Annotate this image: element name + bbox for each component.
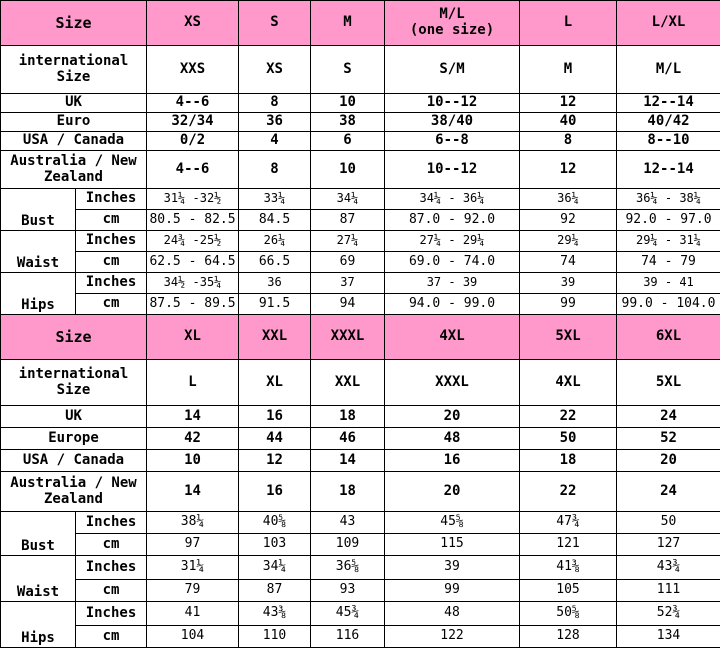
table-cell: 109 [311,534,385,556]
table-cell: 52 [617,428,720,450]
table2-header-6xl: 6XL [617,315,720,360]
table-cell: 91.5 [239,294,311,315]
table-cell: 8--10 [617,132,720,151]
table1-row-hips-cm [1,294,720,315]
table-cell: 18 [311,472,385,512]
table-cell: 12--14 [617,94,720,113]
table-cell: M [520,46,617,94]
table-cell: 87.5 - 89.5 [147,294,239,315]
table-cell: 42 [147,428,239,450]
label-line: Australia / New [10,475,136,491]
table2-row-waist-cm [1,580,720,602]
table-cell: 52¾ [617,602,720,626]
table1-label-hips: Hips [1,273,76,315]
unit-label-cm: cm [76,210,147,231]
table-cell: 27¼ [311,231,385,252]
table-cell: 29¼ - 31¼ [617,231,720,252]
table-cell: 0/2 [147,132,239,151]
unit-label-cm: cm [76,534,147,556]
table-cell: 36⅝ [311,556,385,580]
table-cell: 38¼ [147,512,239,534]
table-cell: 40⅝ [239,512,311,534]
table2-row-europe [1,428,720,450]
table2-header-xxxl: XXXL [311,315,385,360]
table-cell: 22 [520,406,617,428]
table1-label-australia [1,151,147,189]
table-cell: 5XL [617,360,720,406]
table-cell: 16 [239,406,311,428]
table1-row-uk [1,94,720,113]
table-cell: S [311,46,385,94]
table-cell: 50 [520,428,617,450]
table-cell: 36 [239,113,311,132]
table-cell: 14 [147,406,239,428]
table2-row-international [1,360,720,406]
table-cell: 4XL [520,360,617,406]
table1-header-row [1,1,720,46]
table-cell: 10--12 [385,94,520,113]
table1-header-size: Size [1,1,147,46]
unit-label-cm: cm [76,252,147,273]
table-cell: 62.5 - 64.5 [147,252,239,273]
table2-row-hips-cm [1,626,720,648]
table-cell: 80.5 - 82.5 [147,210,239,231]
table1-label-euro: Euro [1,113,147,132]
table-cell: 111 [617,580,720,602]
table-cell: 93 [311,580,385,602]
table-cell: M/L [617,46,720,94]
table-cell: 18 [311,406,385,428]
table1-label-waist: Waist [1,231,76,273]
table-cell: XS [239,46,311,94]
table-cell: 43⅜ [239,602,311,626]
table1-header-xs: XS [147,1,239,46]
table1-header-m: M [311,1,385,46]
table-cell: 105 [520,580,617,602]
unit-label-inches: Inches [76,273,147,294]
table-cell: 22 [520,472,617,512]
table1-header-lxl: L/XL [617,1,720,46]
table-cell: 39 [520,273,617,294]
table-cell: 87 [311,210,385,231]
table-cell: 66.5 [239,252,311,273]
table-cell: 37 [311,273,385,294]
table-cell: 10 [311,94,385,113]
table-cell: 99 [385,580,520,602]
table-cell: 40 [520,113,617,132]
table1-row-bust-cm [1,210,720,231]
table1-label-usa: USA / Canada [1,132,147,151]
table-cell: 48 [385,602,520,626]
table-cell: 38 [311,113,385,132]
table-cell: 14 [147,472,239,512]
table1-row-waist-inches [1,231,720,252]
table2-label-uk: UK [1,406,147,428]
table-cell: 94 [311,294,385,315]
table-cell: 47¾ [520,512,617,534]
unit-label-inches: Inches [76,602,147,626]
table-cell: 122 [385,626,520,648]
table-cell: 36 [239,273,311,294]
label-line: international [19,366,129,382]
table-cell: 27¼ - 29¼ [385,231,520,252]
table-cell: 12 [239,450,311,472]
table-cell: XXL [311,360,385,406]
table-cell: XXXL [385,360,520,406]
label-line: Australia / New [10,153,136,169]
table-cell: 20 [385,472,520,512]
label-line: Zealand [44,169,103,185]
table-cell: 12 [520,94,617,113]
unit-label-cm: cm [76,294,147,315]
table-cell: 45⅝ [385,512,520,534]
table-cell: 16 [385,450,520,472]
table-cell: 8 [239,94,311,113]
table-cell: 26¼ [239,231,311,252]
table-cell: 43 [311,512,385,534]
table-cell: 44 [239,428,311,450]
table-cell: 24 [617,472,720,512]
label-line: Size [57,69,91,85]
table-cell: 10--12 [385,151,520,189]
table-cell: 127 [617,534,720,556]
table-cell: 32/34 [147,113,239,132]
table-cell: 24¾ -25½ [147,231,239,252]
table2-row-bust-inches [1,512,720,534]
label-line: Size [57,382,91,398]
table-cell: XL [239,360,311,406]
table-cell: 37 - 39 [385,273,520,294]
table-cell: 79 [147,580,239,602]
table2-header-xxl: XXL [239,315,311,360]
table-cell: 97 [147,534,239,556]
table-cell: 34¼ [311,189,385,210]
table1-row-australia [1,151,720,189]
table-cell: 14 [311,450,385,472]
table2-row-hips-inches [1,602,720,626]
table2-header-xl: XL [147,315,239,360]
table-cell: 4--6 [147,151,239,189]
table-cell: 50 [617,512,720,534]
table-cell: 121 [520,534,617,556]
table-cell: 18 [520,450,617,472]
table2-header-4xl: 4XL [385,315,520,360]
table1-row-international [1,46,720,94]
table-cell: 41 [147,602,239,626]
unit-label-inches: Inches [76,231,147,252]
table2-row-australia [1,472,720,512]
table1-label-uk: UK [1,94,147,113]
table1-row-usa [1,132,720,151]
table2-label-waist: Waist [1,556,76,602]
table-cell: 8 [520,132,617,151]
table2-header-row [1,315,720,360]
table2-label-usa: USA / Canada [1,450,147,472]
table2-label-australia [1,472,147,512]
table-cell: 36¼ - 38¼ [617,189,720,210]
table-cell: 20 [385,406,520,428]
table-cell: 36¼ [520,189,617,210]
table1-row-euro [1,113,720,132]
table1-row-waist-cm [1,252,720,273]
table-cell: 8 [239,151,311,189]
table-cell: 6--8 [385,132,520,151]
table-cell: 24 [617,406,720,428]
table-cell: XXS [147,46,239,94]
table-cell: 94.0 - 99.0 [385,294,520,315]
table-cell: 128 [520,626,617,648]
table-cell: 6 [311,132,385,151]
table-cell: 29¼ [520,231,617,252]
table-cell: 34¼ [239,556,311,580]
table2-row-bust-cm [1,534,720,556]
table1-row-bust-inches [1,189,720,210]
table-cell: 4 [239,132,311,151]
unit-label-inches: Inches [76,556,147,580]
table-cell: 10 [147,450,239,472]
table-cell: 48 [385,428,520,450]
table-cell: S/M [385,46,520,94]
table-cell: 74 [520,252,617,273]
table-cell: 39 [385,556,520,580]
table-cell: 10 [311,151,385,189]
table1-header-l: L [520,1,617,46]
table-cell: 34½ -35¼ [147,273,239,294]
label-line: Zealand [44,491,103,507]
table-cell: 50⅝ [520,602,617,626]
table2-header-5xl: 5XL [520,315,617,360]
unit-label-inches: Inches [76,512,147,534]
table-cell: 69 [311,252,385,273]
table2-row-waist-inches [1,556,720,580]
table-cell: 38/40 [385,113,520,132]
table2-label-hips: Hips [1,602,76,648]
table2-label-international [1,360,147,406]
table2-row-usa [1,450,720,472]
table-cell: 39 - 41 [617,273,720,294]
table1-header-ml-line2: (one size) [410,22,494,38]
table-cell: 103 [239,534,311,556]
table-cell: 41⅜ [520,556,617,580]
table1-header-s: S [239,1,311,46]
table1-header-ml [385,1,520,46]
table-cell: 99 [520,294,617,315]
unit-label-cm: cm [76,626,147,648]
table1-row-hips-inches [1,273,720,294]
table-cell: 45¾ [311,602,385,626]
table-cell: 33¼ [239,189,311,210]
unit-label-inches: Inches [76,189,147,210]
table-cell: 20 [617,450,720,472]
table-cell: 134 [617,626,720,648]
table-cell: L [147,360,239,406]
table-cell: 69.0 - 74.0 [385,252,520,273]
table-cell: 115 [385,534,520,556]
table-cell: 12--14 [617,151,720,189]
table2-header-size: Size [1,315,147,360]
label-line: international [19,53,129,69]
table-cell: 84.5 [239,210,311,231]
table-cell: 34¼ - 36¼ [385,189,520,210]
table-cell: 31¼ -32½ [147,189,239,210]
table-cell: 16 [239,472,311,512]
table-cell: 87 [239,580,311,602]
unit-label-cm: cm [76,580,147,602]
table-cell: 92 [520,210,617,231]
table-cell: 40/42 [617,113,720,132]
table-cell: 92.0 - 97.0 [617,210,720,231]
table-cell: 104 [147,626,239,648]
table-cell: 43¾ [617,556,720,580]
table-cell: 4--6 [147,94,239,113]
table2-label-europe: Europe [1,428,147,450]
table2-label-bust: Bust [1,512,76,556]
table-cell: 110 [239,626,311,648]
table-cell: 12 [520,151,617,189]
table-cell: 87.0 - 92.0 [385,210,520,231]
table-cell: 116 [311,626,385,648]
table-cell: 31¼ [147,556,239,580]
table1-label-bust: Bust [1,189,76,231]
table1-header-ml-line1: M/L [439,6,464,22]
table-cell: 74 - 79 [617,252,720,273]
table-cell: 46 [311,428,385,450]
table2-row-uk [1,406,720,428]
table-cell: 99.0 - 104.0 [617,294,720,315]
table1-label-international [1,46,147,94]
